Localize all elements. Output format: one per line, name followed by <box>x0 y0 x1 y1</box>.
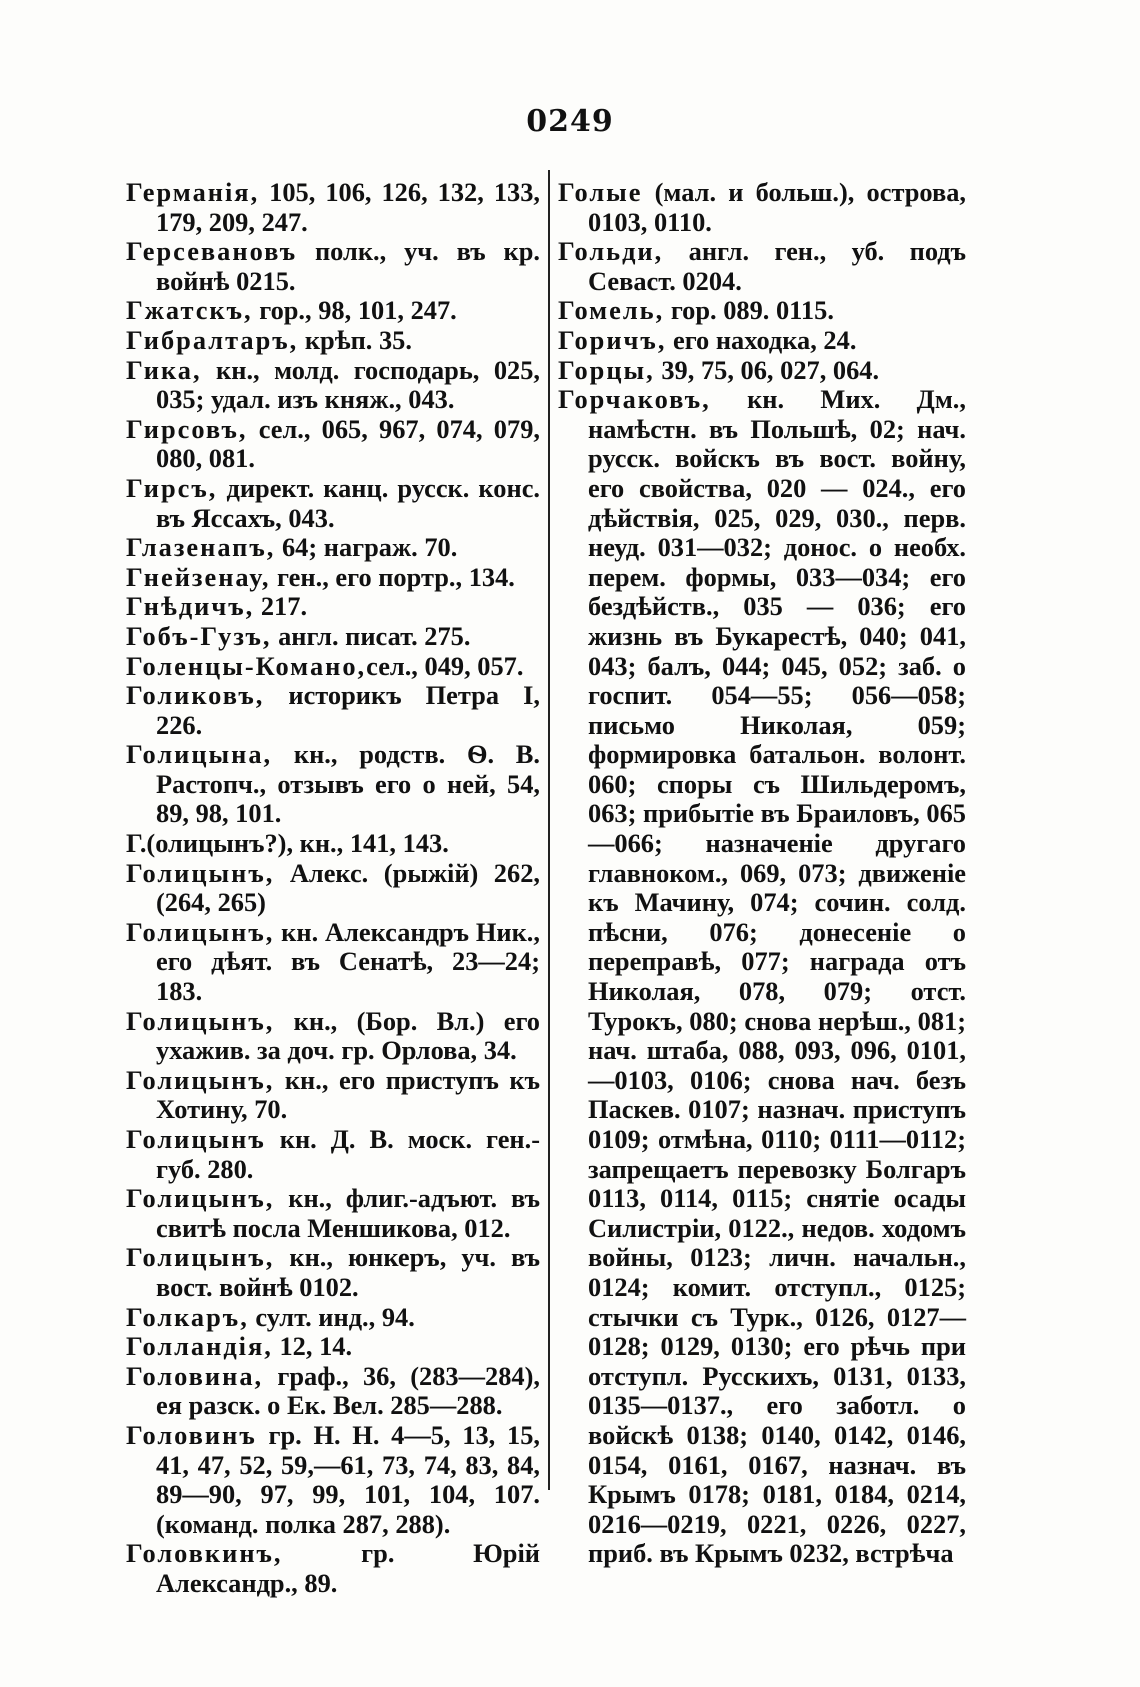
entry-text: граф., 36, (283—284), ея разск. о Ек. Вел. 285—288. <box>156 1360 540 1421</box>
index-entry <box>126 563 540 593</box>
index-entry <box>126 622 540 652</box>
entry-text: кн., флиг.-адъют. въ свитѣ посла Меншикова, 012. <box>156 1183 540 1243</box>
entry-heading: Голые <box>558 177 643 207</box>
entry-heading: Горичъ, <box>558 324 667 355</box>
index-entry <box>126 533 540 563</box>
entry-heading: Голицынъ, <box>126 916 275 947</box>
entry-text: кн., молд. господарь, 025, 035; удал. изъ княж., 043. <box>156 354 540 415</box>
entry-text: 217. <box>254 591 308 622</box>
entry-text: директ. канц. русск. конс. въ Яссахъ, 043. <box>156 472 540 533</box>
entry-text: 39, 75, 06, 027, 064. <box>654 354 880 385</box>
entry-heading: Голицынъ <box>126 1124 266 1154</box>
index-entry <box>126 681 540 740</box>
index-entry <box>126 296 540 326</box>
entry-heading: Голицынъ, <box>126 1183 275 1214</box>
entry-heading: Голиковъ, <box>126 680 265 711</box>
index-entry <box>126 859 540 918</box>
entry-text: кн. Мих. Дм., намѣстн. въ Польшѣ, 02; нач. русск. войскъ въ вост. войну, его свойства, 020 — 024., его дѣйствія, 025, 029, 030., перв. неуд. 031—032; донос. о необх. перем. формы, 033—034; его бездѣйств., 035 — 036; его жизнь въ Букарестѣ, 040; 041, 043; балъ, 044; 045, 052; заб. о госпит. 054—55; 056—058; письмо Николая, 059; формировка батальон. волонт. 060; споры съ Шильдеромъ, 063; прибытіе въ Браиловъ, 065—066; назначеніе другаго главноком., 069, 073; движеніе къ Мачину, 074; сочин. солд. пѣсни, 076; донесеніе о переправѣ, 077; награда отъ Николая, 078, 079; отст. Турокъ, 080; снова нерѣш., 081; нач. штаба, 088, 093, 096, 0101,—0103, 0106; снова нач. безъ Паскев. 0107; назнач. приступъ 0109; отмѣна, 0110; 0111—0112; запрещаетъ перевозку Болгаръ 0113, 0114, 0115; снятіе осады Силистріи, 0122., недов. ходомъ войны, 0123; личн. начальн., 0124; комит. отступл., 0125; стычки съ Турк., 0126, 0127—0128; 0129, 0130; его рѣчь при отступл. Русскихъ, 0131, 0133, 0135—0137., его заботл. о войскѣ 0138; 0140, 0142, 0146, 0154, 0161, 0167, назнач. въ Крымъ 0178; 0181, 0184, 0214, 0216—0219, 0221, 0226, 0227, приб. въ Крымъ 0232, встрѣча <box>588 384 966 1569</box>
index-entry <box>126 178 540 237</box>
entry-text: кн. Д. В. моск. ген.-губ. 280. <box>156 1124 540 1184</box>
index-entry <box>558 237 966 296</box>
index-column-left <box>126 178 540 1599</box>
entry-heading: Голенцы-Комано, <box>126 650 367 681</box>
index-entry <box>126 592 540 622</box>
entry-text: гор. 089. 0115. <box>664 295 834 326</box>
entry-text: историкъ Петра I, 226. <box>156 680 540 740</box>
entry-text: крѣп. 35. <box>298 324 412 355</box>
index-entry <box>126 740 540 829</box>
entry-text: сел., 065, 967, 074, 079, 080, 081. <box>156 413 540 474</box>
index-entry <box>126 237 540 296</box>
index-entry <box>126 1332 540 1362</box>
index-entry <box>126 1125 540 1184</box>
entry-heading: Голицынъ, <box>126 1242 275 1273</box>
index-entry <box>558 178 966 237</box>
entry-heading: Горчаковъ, <box>558 384 711 415</box>
entry-text: англ. писат. 275. <box>271 620 471 651</box>
entry-text: (мал. и больш.), острова, 0103, 0110. <box>588 177 966 237</box>
index-column-right <box>558 178 966 1569</box>
entry-text: Алекс. (рыжій) 262, (264, 265) <box>156 857 540 918</box>
index-entry <box>126 1303 540 1333</box>
entry-heading: Глазенапъ, <box>126 532 276 563</box>
entry-text: гр. Юрій Александр., 89. <box>156 1538 540 1598</box>
entry-text: 64; награж. 70. <box>275 532 458 563</box>
index-entry <box>126 415 540 474</box>
entry-text: ген., его портр., 134. <box>270 561 515 592</box>
index-entry <box>126 474 540 533</box>
entry-text: его находка, 24. <box>666 324 857 355</box>
entry-heading: Гнейзенау, <box>126 561 271 592</box>
entry-heading: Голландія, <box>126 1331 273 1362</box>
entry-text: англ. ген., уб. подъ Севаст. 0204. <box>588 236 966 296</box>
index-entry <box>126 918 540 1007</box>
index-entry <box>126 1539 540 1598</box>
entry-heading: Гирсовъ, <box>126 413 248 444</box>
entry-heading: Гика, <box>126 354 202 385</box>
column-divider <box>548 170 550 1490</box>
index-entry <box>126 652 540 682</box>
entry-text: 105, 106, 126, 132, 133, 179, 209, 247. <box>156 177 540 237</box>
index-entry <box>126 1421 540 1539</box>
entry-text: 12, 14. <box>272 1331 353 1362</box>
entry-text: кн., родств. Ѳ. В. Растопч., отзывъ его о ней, 54, 89, 98, 101. <box>156 739 540 829</box>
entry-text: гор., 98, 101, 247. <box>252 295 457 326</box>
entry-heading: Голкаръ, <box>126 1301 249 1332</box>
entry-text: кн., его приступъ къ Хотину, 70. <box>156 1064 540 1125</box>
entry-heading: Герсевановъ <box>126 236 298 267</box>
entry-heading: Гольди, <box>558 236 664 267</box>
index-entry <box>558 326 966 356</box>
entry-heading: Головина, <box>126 1360 264 1391</box>
entry-text: кн., (Бор. Вл.) его ухажив. за доч. гр. Орлова, 34. <box>156 1005 540 1066</box>
entry-heading: Голицынъ, <box>126 1005 275 1036</box>
index-entry <box>126 1007 540 1066</box>
page-number: 0249 <box>526 104 614 139</box>
entry-heading: Гобъ-Гузъ, <box>126 620 272 651</box>
index-entry <box>126 1362 540 1421</box>
entry-heading: Гомель, <box>558 295 665 326</box>
entry-text: кн., юнкеръ, уч. въ вост. войнѣ 0102. <box>156 1242 540 1302</box>
entry-text: гр. Н. Н. 4—5, 13, 15, 41, 47, 52, 59,—61, 73, 74, 83, 84, 89—90, 97, 99, 101, 104, 107. (команд. полка 287, 288). <box>156 1419 540 1539</box>
index-entry <box>126 326 540 356</box>
index-entry <box>126 1184 540 1243</box>
index-entry <box>126 356 540 415</box>
entry-heading: Голицына, <box>126 739 273 770</box>
entry-heading: Гжатскъ, <box>126 295 253 326</box>
entry-text: султ. инд., 94. <box>248 1301 415 1332</box>
entry-heading: Гирсъ, <box>126 472 218 503</box>
entry-text: полк., уч. въ кр. войнѣ 0215. <box>156 236 540 296</box>
index-entry <box>126 1243 540 1302</box>
index-entry <box>558 296 966 326</box>
entry-text: сел., 049, 057. <box>366 650 524 681</box>
entry-text: Г.(олицынъ?), кн., 141, 143. <box>126 828 449 859</box>
entry-text: кн. Александръ Ник., его дѣят. въ Сенатѣ, 23—24; 183. <box>156 916 540 1007</box>
index-entry <box>126 1066 540 1125</box>
entry-heading: Голицынъ, <box>126 857 275 888</box>
entry-heading: Гибралтаръ, <box>126 324 299 355</box>
entry-heading: Головкинъ, <box>126 1538 283 1569</box>
entry-heading: Гнѣдичъ, <box>126 591 255 622</box>
index-entry <box>558 356 966 386</box>
index-entry <box>126 829 540 859</box>
entry-heading: Голицынъ, <box>126 1064 275 1095</box>
entry-heading: Головинъ <box>126 1419 257 1450</box>
entry-heading: Горцы, <box>558 354 655 385</box>
index-entry <box>558 385 966 1569</box>
entry-heading: Германія, <box>126 177 260 207</box>
